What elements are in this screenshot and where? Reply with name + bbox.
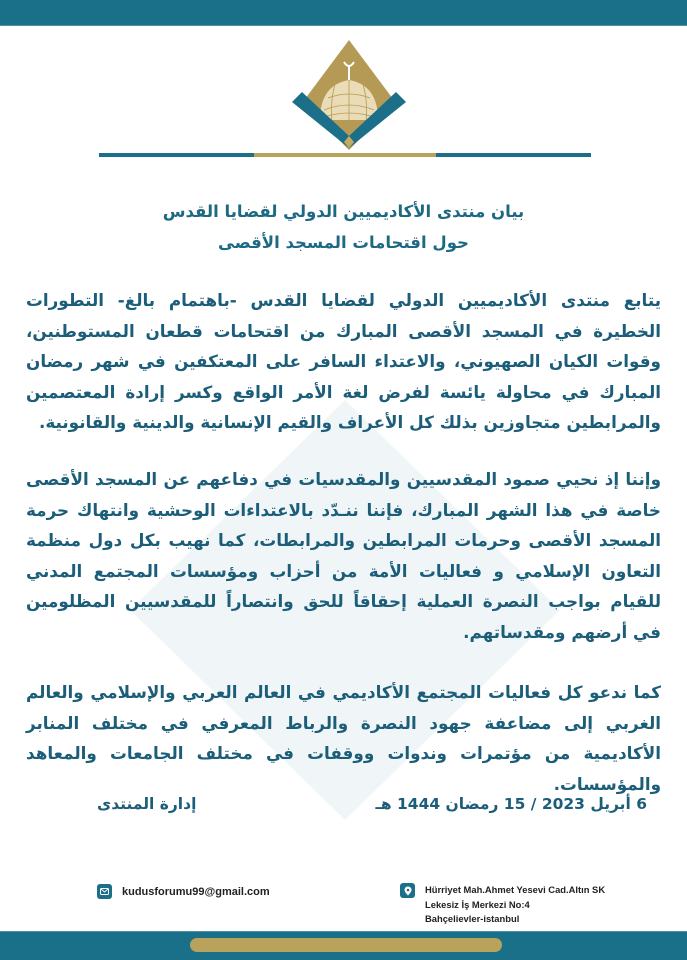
address-line-1: Hürriyet Mah.Ahmet Yesevi Cad.Altın SK: [425, 884, 606, 895]
body-paragraph-2: وإننا إذ نحيي صمود المقدسيين والمقدسيات في دفاعهم عن المسجد الأقصى خاصة في هذا الشهر المبارك، فإننا ننـدّد بالاعتداءات الوحشية وانتهاك حرمة المسجد الأقصى وحرمات المرابطين والمرابطات، كما نهيب بكل دول منظمة التعاون الإسلامي و فعاليات الأمة من أحزاب ومؤسسات المجتمع المدني للقيام بواجب النصرة العملية إحقاقاً للحق وانتصاراً للمقدسيين المظلومين في أرضهم ومقدساتهم.: [26, 469, 661, 642]
bottom-gold-accent: [190, 938, 502, 952]
email-address[interactable]: kudusforumu99@gmail.com: [122, 885, 270, 898]
title-line-2: حول اقتحامات المسجد الأقصى: [218, 233, 469, 252]
email-icon: [97, 884, 112, 899]
signature: إدارة المنتدى: [97, 795, 197, 813]
location-pin-icon: [400, 883, 415, 898]
forum-logo-icon: [290, 40, 408, 150]
top-banner-bar: [0, 0, 687, 26]
statement-date: 6 أبريل 2023 / 15 رمضان 1444 هـ: [375, 795, 647, 813]
body-paragraph-1: يتابع منتدى الأكاديميين الدولي لقضايا القدس -باهتمام بالغ- التطورات الخطيرة في المسجد الأقصى المبارك من اقتحامات قطعان المستوطنين، وقوات الكيان الصهيوني، والاعتداء السافر على المعتكفين في شهر رمضان المبارك في محاولة يائسة لفرض لغة الأمر الواقع وكسر إرادة المعتصمين والمرابطين متجاوزين بذلك كل الأعراف والقيم الإنسانية والدينية والقانونية.: [26, 290, 661, 432]
address-line-2: Lekesiz İş Merkezi No:4: [425, 898, 530, 910]
title-line-1: بيان منتدى الأكاديميين الدولي لقضايا القدس: [162, 202, 525, 221]
contact-email: [97, 884, 270, 899]
body-paragraph-3: كما ندعو كل فعاليات المجتمع الأكاديمي في العالم العربي والإسلامي والعالم الغربي إلى مضاعفة جهود النصرة والرباط المعرفي في مختلف المنابر الأكاديمية من مؤتمرات وندوات ووقفات في مختلف الجامعات والمعاهد والمؤسسات.: [26, 682, 661, 794]
statement-title: [0, 196, 687, 258]
address-line-3: Bahçelievler-istanbul: [425, 913, 520, 924]
header-divider: [99, 153, 591, 157]
contact-address: [400, 883, 605, 927]
